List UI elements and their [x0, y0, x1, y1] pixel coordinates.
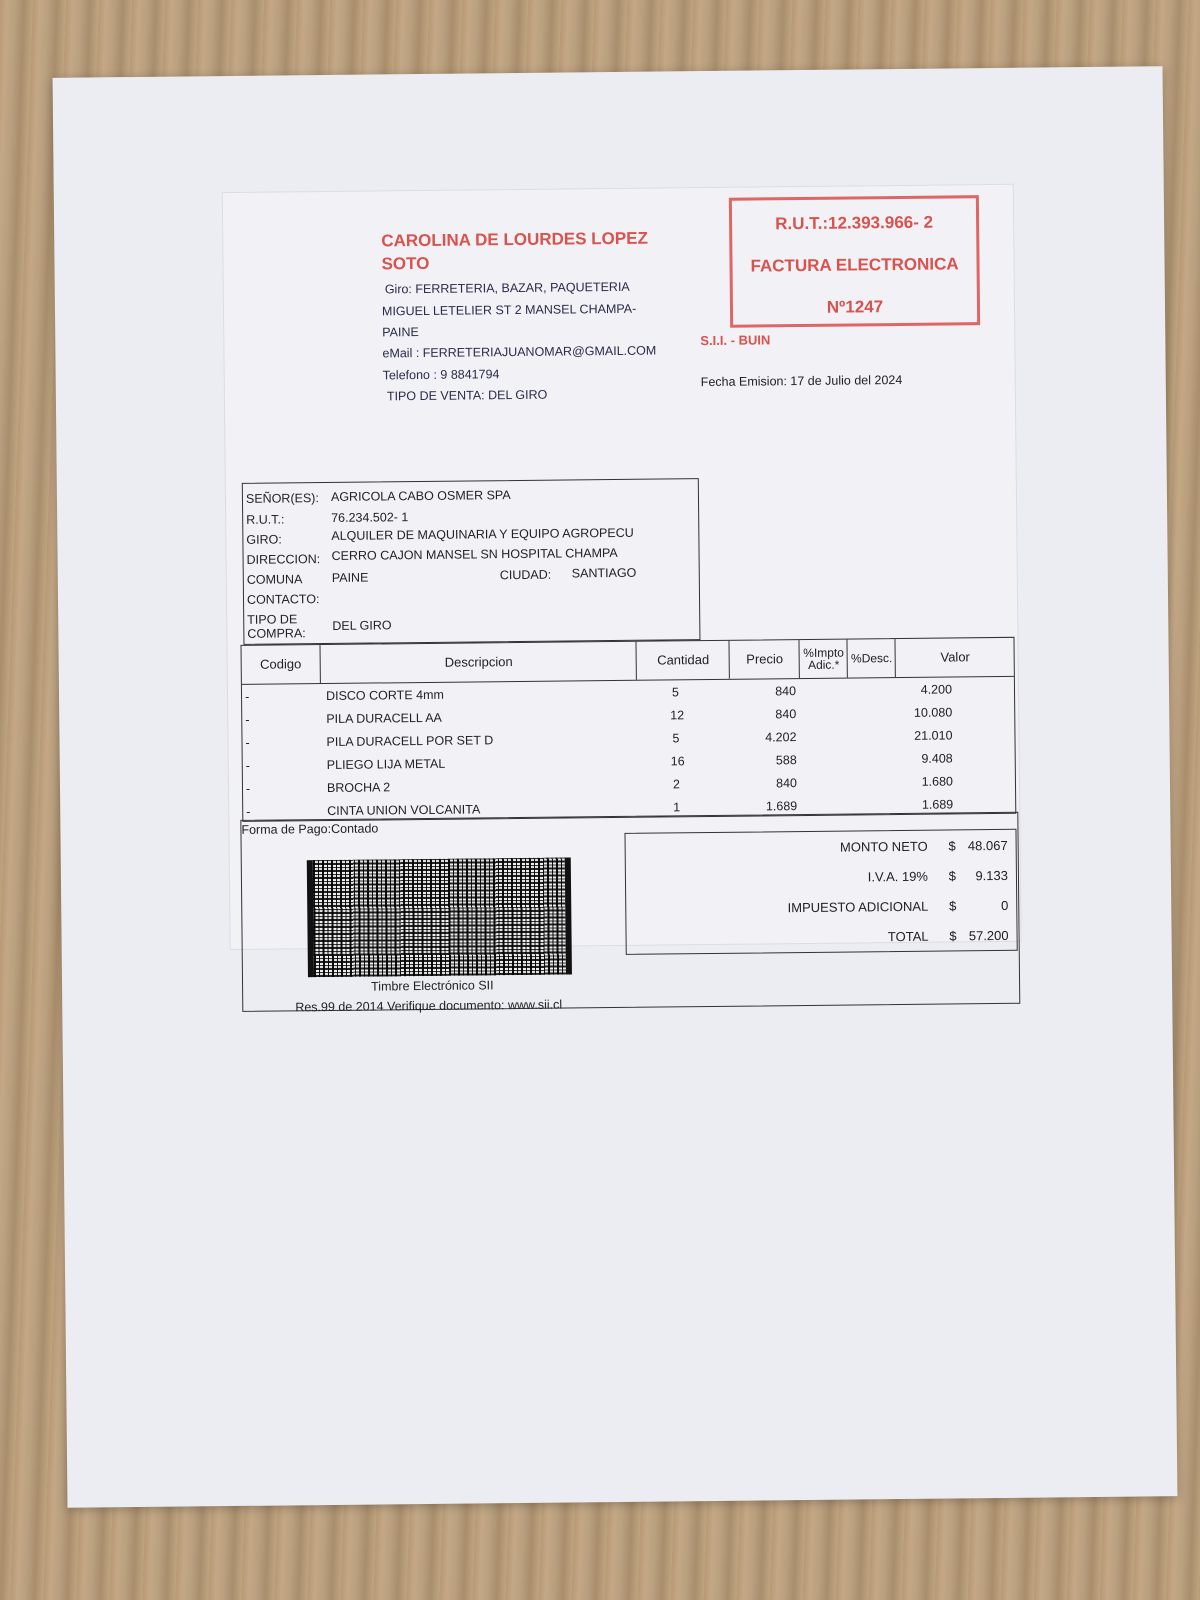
cell-code: - — [245, 781, 251, 796]
cell-code: - — [245, 735, 250, 750]
total-label: TOTAL — [887, 928, 929, 945]
cell-price: 1.689 — [765, 799, 798, 814]
paper-sheet — [53, 66, 1178, 1508]
net-amount-label: MONTO NETO — [839, 838, 928, 855]
client-contact-label: CONTACTO: — [246, 592, 320, 607]
header-code: Codigo — [242, 645, 321, 684]
purchase-type-label-line1: TIPO DE — [247, 612, 298, 627]
header-tax-line2: Adic.* — [807, 657, 840, 672]
header-discount: %Desc. — [848, 639, 895, 677]
client-address-label: DIRECCION: — [246, 552, 321, 567]
client-address: CERRO CAJON MANSEL SN HOSPITAL CHAMPA — [331, 545, 618, 563]
currency-symbol: $ — [948, 838, 956, 854]
stamp-resolution: Res.99 de 2014 Verifique documento: www.sii.cl — [295, 997, 563, 1015]
additional-tax-row — [626, 898, 1016, 922]
cell-code: - — [245, 712, 250, 727]
cell-description: PILA DURACELL AA — [326, 710, 442, 727]
client-commune: PAINE — [331, 570, 369, 585]
cell-code: - — [246, 804, 251, 819]
header-price: Precio — [730, 640, 799, 679]
cell-price: 588 — [775, 753, 797, 768]
document-id-box — [729, 195, 980, 328]
cell-description: PLIEGO LIJA METAL — [326, 756, 446, 773]
issue-date: Fecha Emision: 17 de Julio del 2024 — [700, 372, 903, 390]
cell-value: 21.010 — [914, 728, 953, 743]
total-row — [627, 928, 1017, 952]
cell-price: 840 — [776, 776, 798, 791]
purchase-type-label — [247, 612, 306, 641]
footer-section — [240, 812, 1020, 1015]
client-city: SANTIAGO — [571, 565, 637, 581]
issuer-giro: Giro: FERRETERIA, BAZAR, PAQUETERIA — [384, 279, 630, 297]
client-commune-label: COMUNA — [246, 572, 303, 587]
purchase-type: DEL GIRO — [332, 618, 392, 633]
payment-method: Forma de Pago:Contado — [241, 821, 379, 837]
cell-description: PILA DURACELL POR SET D — [326, 733, 494, 750]
currency-symbol: $ — [948, 868, 957, 884]
issuer-name — [381, 226, 681, 275]
purchase-type-label-line2: COMPRA: — [247, 626, 306, 641]
iva-label: I.V.A. 19% — [867, 868, 929, 885]
sale-type: TIPO DE VENTA: DEL GIRO — [386, 387, 548, 404]
issuer-phone: Telefono : 9 8841794 — [382, 367, 500, 383]
issuer-email: eMail : FERRETERIAJUANOMAR@GMAIL.COM — [382, 343, 657, 361]
net-amount-row — [626, 838, 1016, 862]
client-rut-label: R.U.T.: — [246, 512, 285, 527]
document-number: Nº1247 — [826, 297, 884, 317]
issuer-name-line2: SOTO — [381, 253, 430, 274]
client-box — [242, 478, 701, 645]
cell-code: - — [244, 689, 250, 704]
client-rut: 76.234.502- 1 — [331, 510, 409, 525]
cell-value: 10.080 — [913, 705, 953, 720]
iva-value: 9.133 — [975, 867, 1009, 884]
issuer-name-line1: CAROLINA DE LOURDES LOPEZ — [381, 228, 649, 251]
header-description: Descripcion — [321, 642, 636, 683]
items-table-header — [242, 638, 1014, 685]
net-amount-value: 48.067 — [967, 837, 1008, 854]
issuer-address-line2: PAINE — [382, 325, 419, 340]
header-value: Valor — [940, 649, 970, 665]
client-giro-label: GIRO: — [246, 532, 282, 547]
header-tax-line1: %Impto — [803, 645, 845, 661]
cell-quantity: 16 — [670, 754, 685, 769]
sii-office: S.I.I. - BUIN — [700, 332, 771, 349]
additional-tax-label: IMPUESTO ADICIONAL — [787, 898, 929, 916]
issuer-address-line1: MIGUEL LETELIER ST 2 MANSEL CHAMPA- — [381, 301, 637, 319]
issuer-rut: R.U.T.:12.393.966- 2 — [775, 212, 934, 234]
total-value: 57.200 — [968, 927, 1009, 944]
iva-row — [626, 868, 1016, 892]
cell-price: 840 — [775, 684, 797, 699]
cell-value: 4.200 — [920, 682, 953, 697]
client-name: AGRICOLA CABO OSMER SPA — [330, 488, 511, 504]
cell-value: 9.408 — [921, 751, 953, 766]
cell-quantity: 12 — [670, 708, 685, 723]
currency-symbol: $ — [948, 898, 957, 914]
header-quantity: Cantidad — [637, 641, 729, 680]
items-table — [240, 637, 1016, 822]
totals-box — [624, 829, 1017, 955]
cell-description: DISCO CORTE 4mm — [325, 687, 444, 704]
cell-code: - — [245, 758, 251, 773]
currency-symbol: $ — [949, 928, 957, 944]
cell-quantity: 2 — [672, 777, 681, 792]
cell-quantity: 5 — [672, 731, 680, 746]
cell-description: BROCHA 2 — [326, 780, 391, 796]
invoice-document — [222, 184, 1022, 1015]
header-tax — [800, 640, 847, 678]
cell-description: CINTA UNION VOLCANITA — [327, 802, 481, 819]
client-city-label: CIUDAD: — [499, 567, 552, 583]
cell-quantity: 5 — [671, 685, 680, 700]
cell-value: 1.680 — [921, 774, 954, 789]
document-type: FACTURA ELECTRONICA — [750, 254, 959, 276]
additional-tax-value: 0 — [1000, 897, 1009, 913]
stamp-caption: Timbre Electrónico SII — [371, 978, 494, 994]
cell-price: 4.202 — [765, 730, 797, 745]
cell-quantity: 1 — [673, 800, 681, 815]
client-giro: ALQUILER DE MAQUINARIA Y EQUIPO AGROPECU — [331, 525, 634, 543]
client-name-label: SEÑOR(ES): — [245, 491, 319, 506]
pdf417-barcode — [307, 857, 572, 977]
cell-price: 840 — [775, 707, 797, 722]
cell-value: 1.689 — [921, 797, 954, 812]
